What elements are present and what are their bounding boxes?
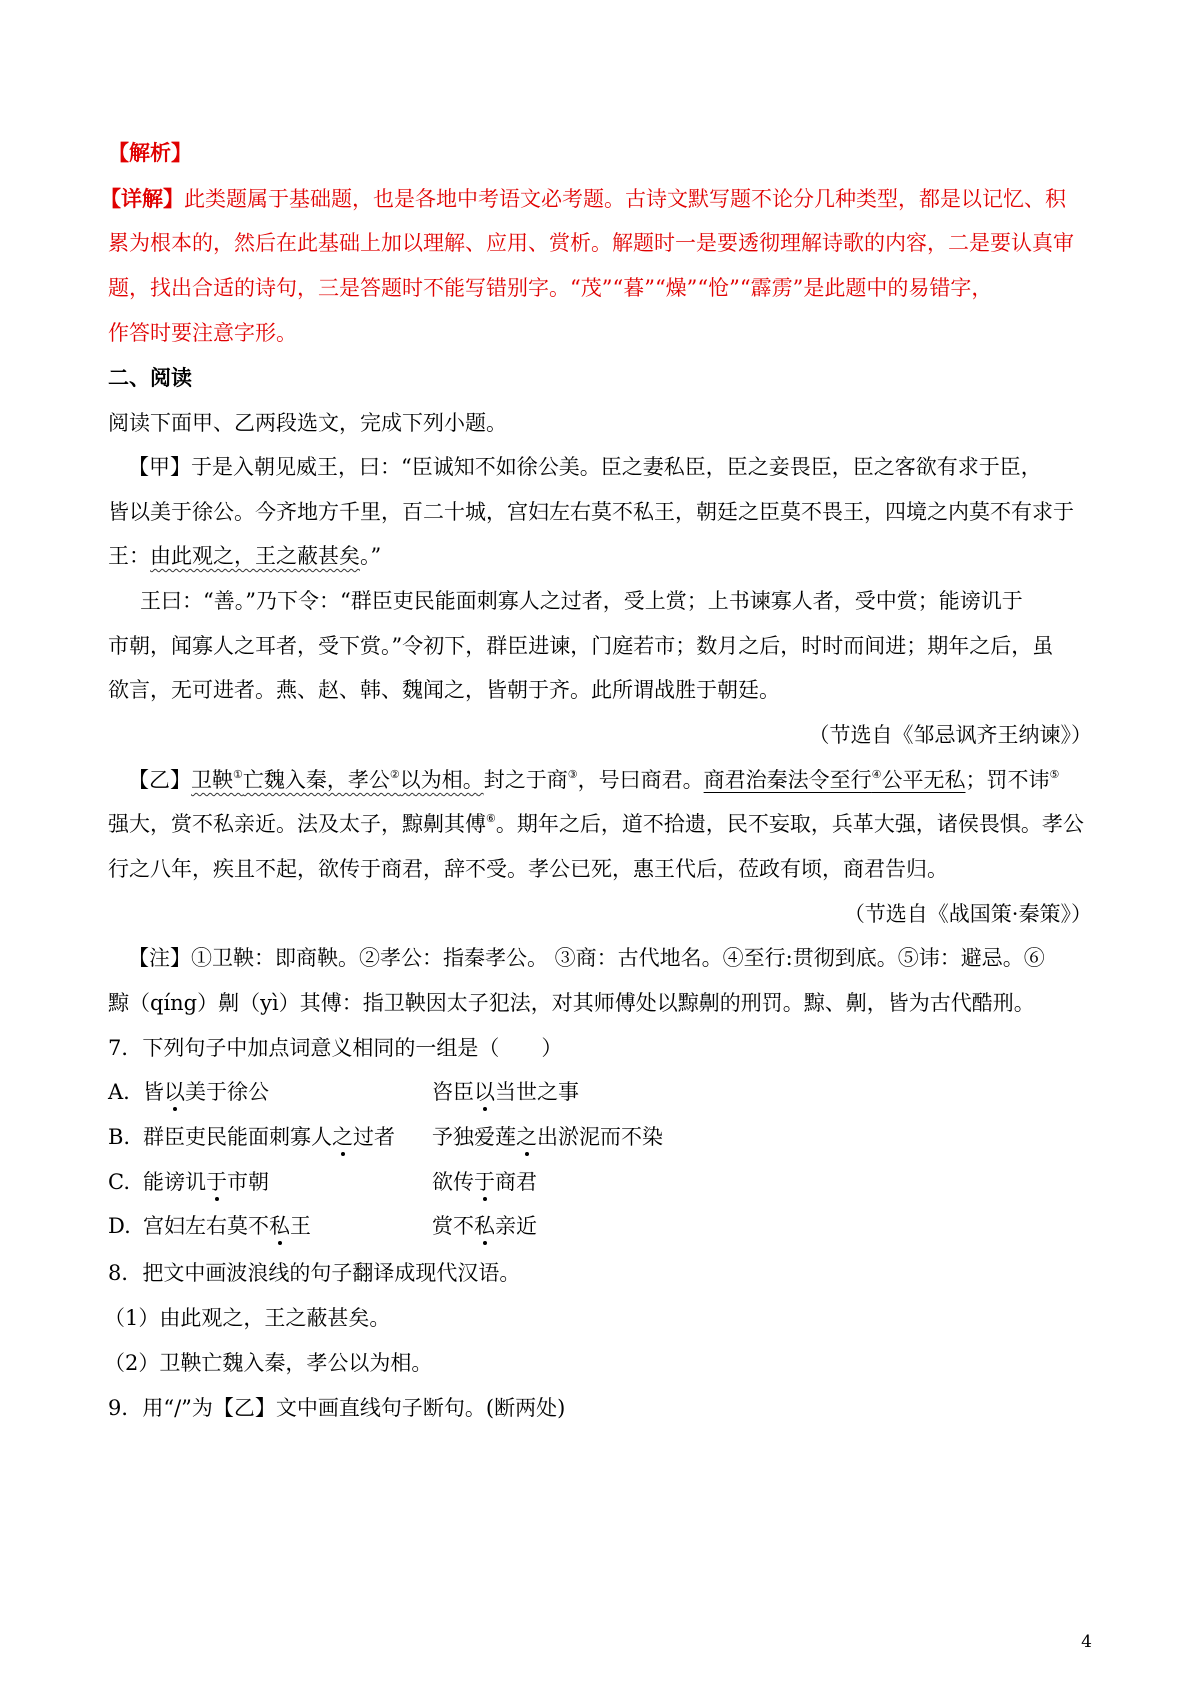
analysis-line-1: 【详解】此类题属于基础题，也是各地中考语文必考题。古诗文默写题不论分几种类型，都是以记忆、积 <box>100 186 1066 211</box>
yi-line-3: 行之八年，疾且不起，欲传于商君，辞不受。孝公已死，惠王代后，莅政有顷，商君告归。 <box>108 857 948 881</box>
detail-label: 【详解】 <box>100 186 184 211</box>
emphasis-dot-char: 之 <box>332 1125 353 1149</box>
emphasis-dot-char: 私 <box>474 1214 495 1238</box>
notes-line-1: 【注】①卫鞅：即商鞅。②孝公：指秦孝公。 ③商：古代地名。④至行:贯彻到底。⑤讳：避忌。⑥ <box>128 946 1045 970</box>
q8-stem: 8．把文中画波浪线的句子翻译成现代汉语。 <box>108 1261 521 1285</box>
jia-source: （节选自《邹忌讽齐王纳谏》） <box>808 723 1092 747</box>
wavy-underlined-sentence: 由此观之，王之蔽甚矣 <box>150 544 360 568</box>
document-page: 【解析】 【详解】此类题属于基础题，也是各地中考语文必考题。古诗文默写题不论分几种类型，都是以记忆、积 累为根本的，然后在此基础上加以理解、应用、赏析。解题时一是要透彻理解诗歌的内容，二是要认真审 题，找出合适的诗句，三是答题时不能写错别字。“茂”“暮”“燥”“怆”“霹雳”是此题中的易错字， 作答时要注意字形。 二、阅读 阅读下面甲、乙两段选文，完成下列小题。 【甲】于是入朝见威王，曰：“臣诚知不如徐公美。臣之妻私臣，臣之妾畏臣，臣之客欲有求于臣， 皆以美于徐公。今齐地方千里，百二十城，宫妇左右莫不私王，朝廷之臣莫不畏王，四境之内莫不有求于 王：由此观之，王之蔽甚矣。” 王曰：“善。”乃下令：“群臣吏民能面刺寡人之过者，受上赏；上书谏寡人者，受中赏；能谤讥于 市朝，闻寡人之耳者，受下赏。”令初下，群臣进谏，门庭若市；数月之后，时时而间进；期年之后，虽 欲言，无可进者。燕、赵、韩、魏闻之，皆朝于齐。此所谓战胜于朝廷。 （节选自《邹忌讽齐王纳谏》） 【乙】卫鞅①亡魏入秦，孝公②以为相。封之于商③，号曰商君。商君治秦法令至行④公平无私；罚不讳⑤ 强大，赏不私亲近。法及太子，黥劓其傅⑥。期年之后，道不拾遗，民不妄取，兵革大强，诸侯畏惧。孝公 行之八年，疾且不起，欲传于商君，辞不受。孝公已死，惠王代后，莅政有顷，商君告归。 （节选自《战国策·秦策》） 【注】①卫鞅：即商鞅。②孝公：指秦孝公。 ③商：古代地名。④至行:贯彻到底。⑤讳：避忌。⑥ 黥（qíng）劓（yì）其傅：指卫鞅因太子犯法，对其师傅处以黥劓的刑罚。黥、劓，皆为古代酷刑。 7．下列句子中加点词意义相同的一组是（ ） A. 皆以美于徐公 咨臣以当世之事 B. 群臣吏民能面刺寡人之过者 予独爱莲之出淤泥而不染 C. 能谤讥于市朝 欲传于商君 D. 宫妇左右莫不私王 赏不私亲近 8．把文中画波浪线的句子翻译成现代汉语。 （1）由此观之，王之蔽甚矣。 （2）卫鞅亡魏入秦，孝公以为相。 9．用“/”为【乙】文中画直线句子断句。(断两处) 4 <box>100 140 1092 1652</box>
jia-p2-line-2: 市朝，闻寡人之耳者，受下赏。”令初下，群臣进谏，门庭若市；数月之后，时时而间进；期年之后，虽 <box>108 634 1054 658</box>
emphasis-dot-char: 以 <box>164 1080 185 1104</box>
yi-wavy-sentence: 卫鞅①亡魏入秦，孝公②以为相。 <box>191 768 484 792</box>
analysis-line-3: 题，找出合适的诗句，三是答题时不能写错别字。“茂”“暮”“燥”“怆”“霹雳”是此题中的易错字， <box>108 276 993 300</box>
yi-label: 【乙】 <box>128 768 191 792</box>
q8-sub-1: （1）由此观之，王之蔽甚矣。 <box>104 1306 391 1330</box>
yi-line-1: 【乙】卫鞅①亡魏入秦，孝公②以为相。封之于商③，号曰商君。商君治秦法令至行④公平无私；罚不讳⑤ <box>128 768 1060 792</box>
yi-straight-sentence: 商君治秦法令至行④公平无私 <box>703 768 966 792</box>
jia-line-2: 皆以美于徐公。今齐地方千里，百二十城，宫妇左右莫不私王，朝廷之臣莫不畏王，四境之内莫不有求于 <box>108 500 1074 524</box>
notes-line-2: 黥（qíng）劓（yì）其傅：指卫鞅因太子犯法，对其师傅处以黥劓的刑罚。黥、劓，皆为古代酷刑。 <box>108 991 1035 1015</box>
analysis-line-4: 作答时要注意字形。 <box>108 321 297 345</box>
jia-line-3: 王：由此观之，王之蔽甚矣。” <box>108 544 382 568</box>
analysis-heading: 【解析】 <box>108 140 192 165</box>
q9-stem: 9．用“/”为【乙】文中画直线句子断句。(断两处) <box>108 1396 566 1420</box>
emphasis-dot-char: 私 <box>269 1214 290 1238</box>
q7-stem: 7．下列句子中加点词意义相同的一组是（ ） <box>108 1036 563 1060</box>
emphasis-dot-char: 以 <box>474 1080 495 1104</box>
emphasis-dot-char: 于 <box>206 1170 227 1194</box>
section-title: 二、阅读 <box>108 365 192 390</box>
jia-line-1: 【甲】于是入朝见威王，曰：“臣诚知不如徐公美。臣之妻私臣，臣之妾畏臣，臣之客欲有求于臣， <box>128 455 1042 479</box>
jia-p2-line-3: 欲言，无可进者。燕、赵、韩、魏闻之，皆朝于齐。此所谓战胜于朝廷。 <box>108 678 780 702</box>
yi-source: （节选自《战国策·秦策》） <box>843 902 1092 926</box>
yi-line-2: 强大，赏不私亲近。法及太子，黥劓其傅⑥。期年之后，道不拾遗，民不妄取，兵革大强，诸侯畏惧。孝公 <box>108 812 1084 836</box>
emphasis-dot-char: 之 <box>516 1125 537 1149</box>
page-number: 4 <box>1081 1632 1092 1652</box>
q8-sub-2: （2）卫鞅亡魏入秦，孝公以为相。 <box>104 1351 433 1375</box>
analysis-line-2: 累为根本的，然后在此基础上加以理解、应用、赏析。解题时一是要透彻理解诗歌的内容，二是要认真审 <box>108 231 1074 255</box>
jia-p2-line-1: 王曰：“善。”乃下令：“群臣吏民能面刺寡人之过者，受上赏；上书谏寡人者，受中赏；能谤讥于 <box>140 589 1023 613</box>
emphasis-dot-char: 于 <box>474 1170 495 1194</box>
reading-instruction: 阅读下面甲、乙两段选文，完成下列小题。 <box>108 411 507 435</box>
jia-label: 【甲】 <box>128 455 191 479</box>
